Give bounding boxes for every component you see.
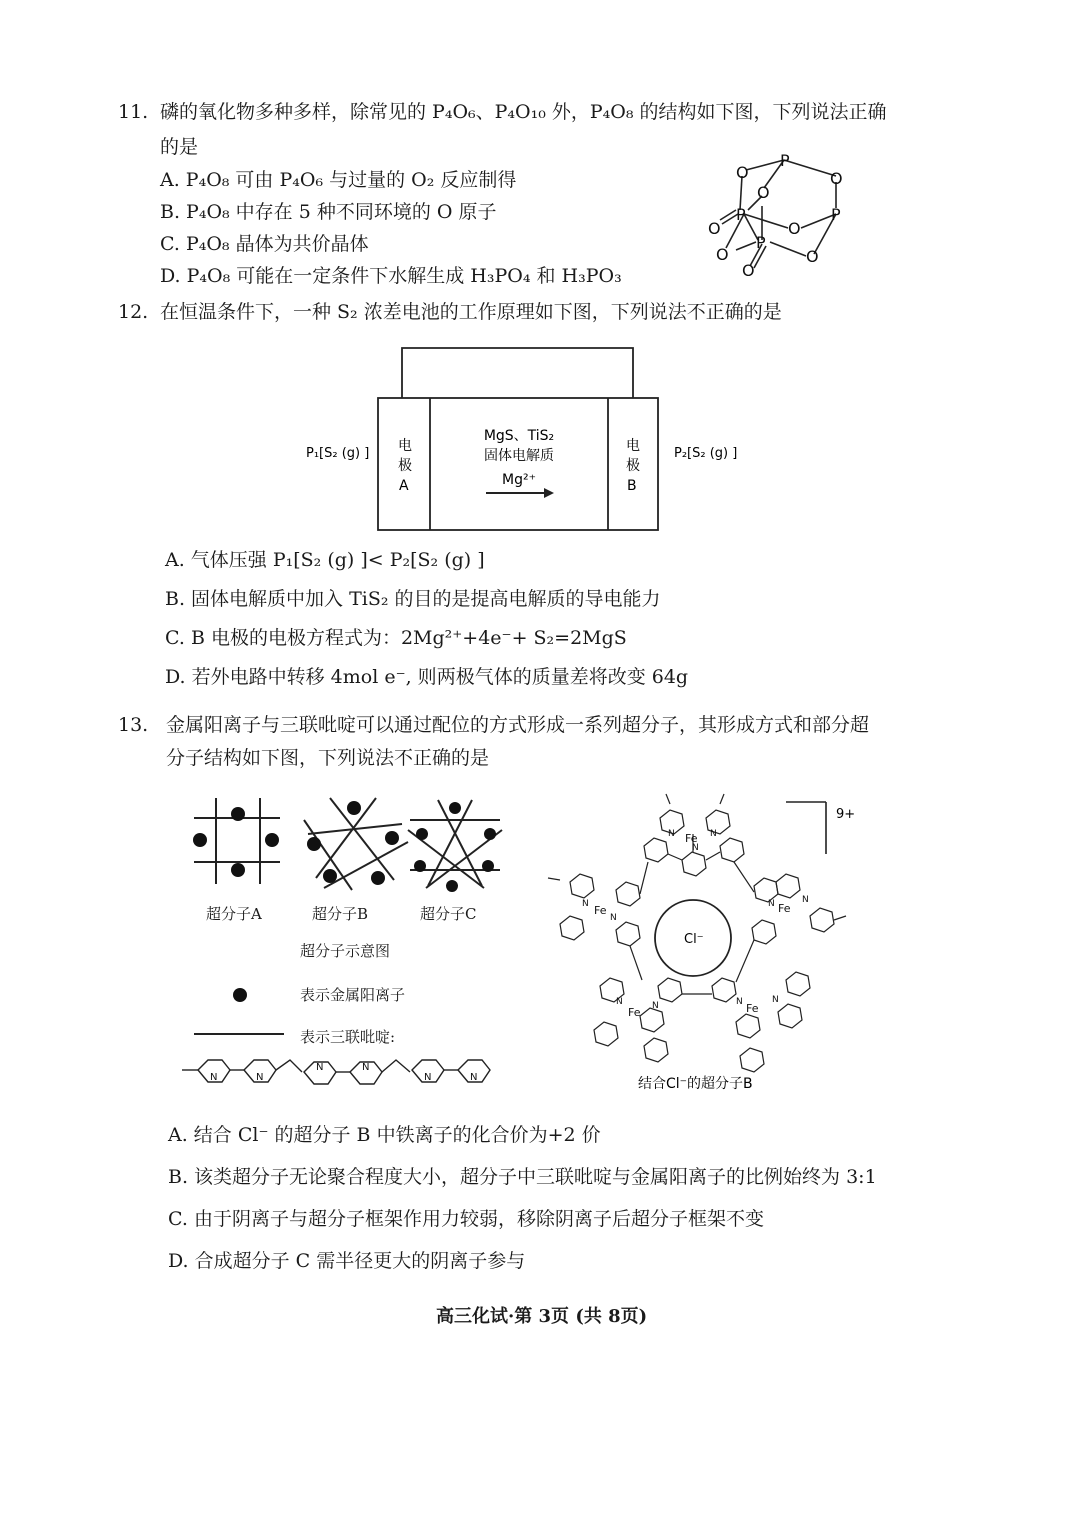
migration-arrow <box>486 488 554 498</box>
concentration-cell-diagram <box>300 340 750 540</box>
atom-n: N <box>610 913 617 923</box>
q13-option-c: C. 由于阴离子与超分子框架作用力较弱，移除阴离子后超分子框架不变 <box>168 1208 764 1230</box>
atom-o: O <box>736 163 749 182</box>
page-footer: 高三化试·第 3页 (共 8页) <box>436 1306 648 1327</box>
atom-n: N <box>616 997 623 1007</box>
iron-center-label: Fe <box>778 902 791 915</box>
q11-stem-line2: 的是 <box>160 136 199 158</box>
q13-option-b: B. 该类超分子无论聚合程度大小，超分子中三联吡啶与金属阳离子的比例始终为 3:1 <box>168 1166 877 1188</box>
atom-n: N <box>772 995 779 1005</box>
atom-o: O <box>806 247 819 266</box>
atom-n: N <box>768 899 775 909</box>
legend-metal-ion: 表示金属阳离子 <box>300 986 406 1004</box>
complex-charge: 9+ <box>836 807 856 822</box>
atom-p: P <box>780 151 790 170</box>
q12-number: 12. <box>118 301 149 323</box>
atom-n: N <box>668 829 675 839</box>
supramolecule-b-complex <box>540 790 880 1100</box>
atom-o: O <box>708 219 721 238</box>
electrode-b-label: B <box>627 478 637 494</box>
electrode-a-label: 电 <box>398 438 412 454</box>
q11-stem-line1: 磷的氧化物多种多样，除常见的 P₄O₆、P₄O₁₀ 外，P₄O₈ 的结构如下图，下列说法正确 <box>160 101 887 123</box>
electrolyte-label: MgS、TiS₂ <box>483 428 555 444</box>
label-supramolecule-a: 超分子A <box>206 905 262 923</box>
atom-o: O <box>830 169 843 188</box>
electrolyte-label: 固体电解质 <box>484 448 554 464</box>
q11-number: 11. <box>118 101 149 123</box>
q13-stem-line2: 分子结构如下图，下列说法不正确的是 <box>166 747 490 769</box>
q11-option-c: C. P₄O₈ 晶体为共价晶体 <box>160 233 369 255</box>
q13-option-d: D. 合成超分子 C 需半径更大的阴离子参与 <box>168 1250 526 1272</box>
atom-n: N <box>316 1062 324 1073</box>
atom-p: P <box>831 205 841 224</box>
ion-label: Mg²⁺ <box>502 472 536 488</box>
p4o8-structure-diagram <box>696 148 866 283</box>
q12-stem: 在恒温条件下，一种 S₂ 浓差电池的工作原理如下图，下列说法不正确的是 <box>160 301 782 323</box>
label-supramolecule-c: 超分子C <box>420 905 477 923</box>
terpyridine-structure <box>180 1050 500 1096</box>
atom-o: O <box>742 261 755 280</box>
q12-option-d: D. 若外电路中转移 4mol e⁻, 则两极气体的质量差将改变 64g <box>165 666 689 688</box>
iron-center-label: Fe <box>594 904 607 917</box>
q13-number: 13. <box>118 714 149 736</box>
atom-n: N <box>470 1072 478 1083</box>
legend-terpyridine: 表示三联吡啶: <box>300 1028 396 1046</box>
q12-option-c: C. B 电极的电极方程式为：2Mg²⁺+4e⁻+ S₂=2MgS <box>165 627 627 649</box>
electrode-b-label: 极 <box>626 458 640 474</box>
atom-n: N <box>256 1072 264 1083</box>
q11-option-d: D. P₄O₈ 可能在一定条件下水解生成 H₃PO₄ 和 H₃PO₃ <box>160 265 622 287</box>
electrode-b-label: 电 <box>626 438 640 454</box>
right-gas-label: P₂[S₂ (g) ] <box>674 446 738 461</box>
atom-o: O <box>716 245 729 264</box>
atom-n: N <box>362 1062 370 1073</box>
iron-center-label: Fe <box>628 1006 641 1019</box>
q11-option-a: A. P₄O₈ 可由 P₄O₆ 与过量的 O₂ 反应制得 <box>160 169 517 191</box>
schematic-caption: 超分子示意图 <box>300 942 391 960</box>
q12-option-b: B. 固体电解质中加入 TiS₂ 的目的是提高电解质的导电能力 <box>165 588 661 610</box>
left-gas-label: P₁[S₂ (g) ] <box>306 446 370 461</box>
atom-o: O <box>788 219 801 238</box>
atom-p: P <box>736 205 746 224</box>
q13-stem-line1: 金属阳离子与三联吡啶可以通过配位的方式形成一系列超分子，其形成方式和部分超 <box>166 714 870 736</box>
q12-option-a: A. 气体压强 P₁[S₂ (g) ]< P₂[S₂ (g) ] <box>165 549 485 571</box>
q11-option-b: B. P₄O₈ 中存在 5 种不同环境的 O 原子 <box>160 201 497 223</box>
atom-o: O <box>757 183 770 202</box>
atom-n: N <box>710 829 717 839</box>
electrode-a-label: 极 <box>398 458 412 474</box>
label-supramolecule-b: 超分子B <box>312 905 369 923</box>
iron-center-label: Fe <box>746 1002 759 1015</box>
atom-n: N <box>802 895 809 905</box>
iron-center-label: Fe <box>685 832 698 845</box>
atom-n: N <box>424 1072 432 1083</box>
atom-n: N <box>692 843 699 853</box>
q13-option-a: A. 结合 Cl⁻ 的超分子 B 中铁离子的化合价为+2 价 <box>168 1124 601 1146</box>
atom-n: N <box>210 1072 218 1083</box>
atom-n: N <box>652 1001 659 1011</box>
chloride-label: Cl⁻ <box>684 932 704 947</box>
atom-p: P <box>756 233 766 252</box>
atom-n: N <box>736 997 743 1007</box>
complex-caption: 结合Cl⁻的超分子B <box>638 1076 753 1092</box>
atom-n: N <box>582 899 589 909</box>
electrode-a-label: A <box>399 478 409 494</box>
